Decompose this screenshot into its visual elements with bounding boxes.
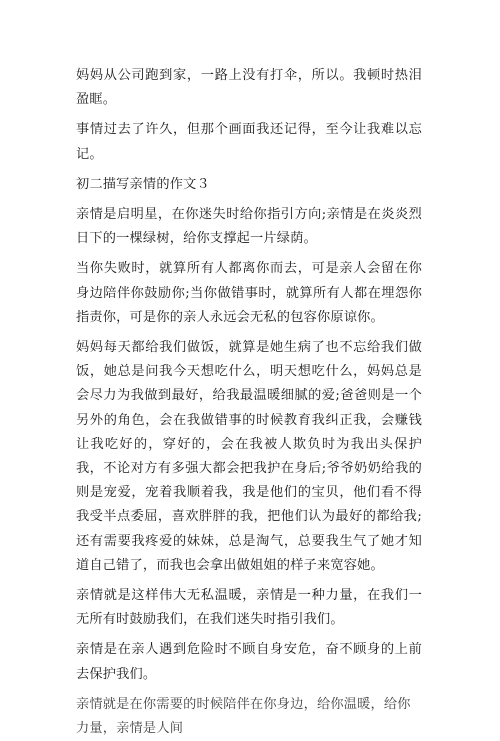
document-body [76,64,422,737]
section-title: 初二描写亲情的作文３ [76,176,210,192]
section-paragraph-3: 妈妈每天都给我们做饭，就算是她生病了也不忘给我们做饭，她总是问我今天想吃什么，明天想吃什么，妈妈总是会尽力为我做到最好，给我最温暖细腻的爱;爸爸则是一个另外的角色，会在我做错事的时候教育我纠正我，会赚钱让我吃好的，穿好的，会在我被人欺负时为我出头保护我，不论对方有多强大都会把我护在身后;爷爷奶奶给我的则是宠爱，宠着我顺着我，我是他们的宝贝，他们看不得我受半点委屈，喜欢胖胖的我，把他们认为最好的都给我;还有需要我疼爱的妹妹，总是淘气，总要我生气了她才知道自己错了，而我也会拿出做姐姐的样子来宽容她。 [76,340,422,573]
paragraph-2: 事情过去了许久，但那个画面我还记得，至今让我难以忘记。 [76,122,422,162]
paragraph-1: 妈妈从公司跑到家，一路上没有打伞，所以。我顿时热泪盈眶。 [76,68,422,108]
section-paragraph-4: 亲情就是这样伟大无私温暖，亲情是一种力量，在我们一无所有时鼓励我们，在我们迷失时指引我们。 [76,588,422,628]
section-paragraph-5: 亲情是在亲人遇到危险时不顾自身安危，奋不顾身的上前去保护我们。 [76,642,422,682]
section-paragraph-1: 亲情是启明星，在你迷失时给你指引方向;亲情是在炎炎烈日下的一棵绿树，给你支撑起一片绿荫。 [76,207,422,247]
cut-off-line: 亲情就是在你需要的时候陪伴在你身边，给你温暖，给你力量，亲情是人间 [76,696,411,737]
section-paragraph-2: 当你失败时，就算所有人都离你而去，可是亲人会留在你身边陪伴你鼓励你;当你做错事时，就算所有人都在埋怨你指责你，可是你的亲人永远会无私的包容你原谅你。 [76,261,422,325]
